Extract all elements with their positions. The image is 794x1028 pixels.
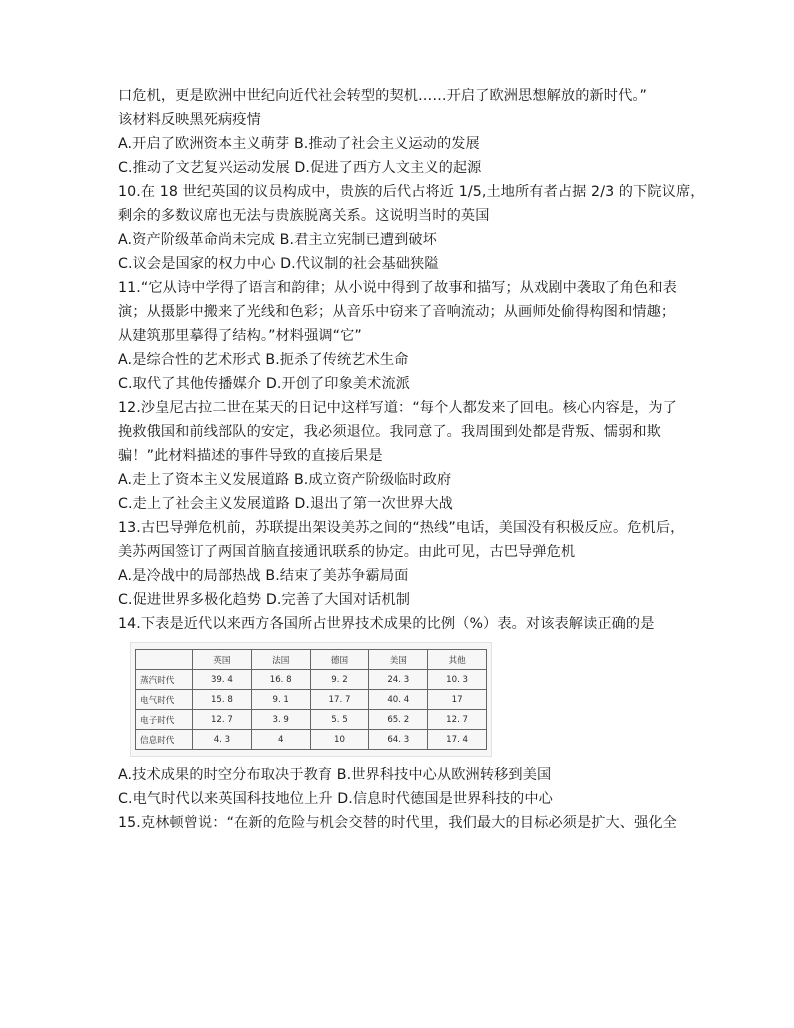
- table-cell: 17. 4: [428, 730, 487, 750]
- q12-options-cd: C.走上了社会主义发展道路 D.退出了第一次世界大战: [118, 496, 453, 512]
- q10-options-ab: A.资产阶级革命尚未完成 B.君主立宪制已遭到破坏: [118, 232, 437, 248]
- table-cell: 39. 4: [193, 670, 252, 690]
- table-row-label: 电气时代: [136, 690, 193, 710]
- table-row: [136, 670, 487, 690]
- q15-stem-line1: 15.克林顿曾说：“在新的危险与机会交替的时代里，我们最大的目标必须是扩大、强化全: [118, 815, 677, 831]
- q10-stem-line1: 10.在 18 世纪英国的议员构成中，贵族的后代占将近 1/5,土地所有者占据 2/3 的下院议席，: [118, 184, 705, 200]
- table-cell: 40. 4: [369, 690, 428, 710]
- q11-stem-line2: 演；从摄影中搬来了光线和色彩；从音乐中窃来了音响流动；从画师处偷得构图和情趣；: [118, 304, 676, 320]
- table-cell: 12. 7: [428, 710, 487, 730]
- table-cell: 65. 2: [369, 710, 428, 730]
- table-cell: 9. 2: [310, 670, 369, 690]
- table-header-cell: 德国: [310, 650, 369, 670]
- q14-stem: 14.下表是近代以来西方各国所占世界技术成果的比例（%）表。对该表解读正确的是: [118, 616, 655, 632]
- tech-share-table-image: [130, 642, 492, 757]
- table-cell: 9. 1: [251, 690, 310, 710]
- table-header-cell: 美国: [369, 650, 428, 670]
- document-page: [118, 84, 705, 835]
- q12-stem-line2: 挽救俄国和前线部队的安定，我必须退位。我同意了。我周围到处都是背叛、懦弱和欺: [118, 424, 661, 440]
- q9-options-cd: C.推动了文艺复兴运动发展 D.促进了西方人文主义的起源: [118, 160, 482, 176]
- table-cell: 17: [428, 690, 487, 710]
- table-cell: 64. 3: [369, 730, 428, 750]
- q10-options-cd: C.议会是国家的权力中心 D.代议制的社会基础狭隘: [118, 256, 439, 272]
- q9-stem-question: 该材料反映黑死病疫情: [118, 112, 261, 128]
- table-cell: 24. 3: [369, 670, 428, 690]
- table-row-label: 电子时代: [136, 710, 193, 730]
- q14-options-cd: C.电气时代以来英国科技地位上升 D.信息时代德国是世界科技的中心: [118, 791, 553, 807]
- q10-stem-line2: 剩余的多数议席也无法与贵族脱离关系。这说明当时的英国: [118, 208, 490, 224]
- table-header-cell: 其他: [428, 650, 487, 670]
- table-cell: 16. 8: [251, 670, 310, 690]
- table-cell: 10. 3: [428, 670, 487, 690]
- q9-options-ab: A.开启了欧洲资本主义萌芽 B.推动了社会主义运动的发展: [118, 136, 480, 152]
- q13-stem-line1: 13.古巴导弹危机前，苏联提出架设美苏之间的“热线”电话，美国没有积极反应。危机后，: [118, 520, 685, 536]
- table-header-cell: 法国: [251, 650, 310, 670]
- table-cell: 12. 7: [193, 710, 252, 730]
- table-header-cell: 英国: [193, 650, 252, 670]
- table-cell: 4. 3: [193, 730, 252, 750]
- q11-stem-line3: 从建筑那里摹得了结构。”材料强调“它”: [118, 328, 362, 344]
- table-cell: 17. 7: [310, 690, 369, 710]
- q9-stem-end: 口危机，更是欧洲中世纪向近代社会转型的契机……开启了欧洲思想解放的新时代。”: [118, 88, 647, 104]
- table-cell: 4: [251, 730, 310, 750]
- q12-stem-line3: 骗！”此材料描述的事件导致的直接后果是: [118, 448, 383, 464]
- table-corner-cell: [136, 650, 193, 670]
- q14-options-ab: A.技术成果的时空分布取决于教育 B.世界科技中心从欧洲转移到美国: [118, 767, 552, 783]
- table-row: [136, 730, 487, 750]
- q13-stem-line2: 美苏两国签订了两国首脑直接通讯联系的协定。由此可见，古巴导弹危机: [118, 544, 576, 560]
- table-row: [136, 710, 487, 730]
- q12-stem-line1: 12.沙皇尼古拉二世在某天的日记中这样写道：“每个人都发来了回电。核心内容是，为了: [118, 400, 677, 416]
- table-row: [136, 690, 487, 710]
- q11-stem-line1: 11.“它从诗中学得了语言和韵律；从小说中得到了故事和描写；从戏剧中袭取了角色和表: [118, 280, 677, 296]
- table-row-label: 信息时代: [136, 730, 193, 750]
- table-cell: 10: [310, 730, 369, 750]
- q12-options-ab: A.走上了资本主义发展道路 B.成立资产阶级临时政府: [118, 472, 452, 488]
- table-header-row: [136, 650, 487, 670]
- tech-share-table: [135, 649, 487, 750]
- table-cell: 15. 8: [193, 690, 252, 710]
- q11-options-ab: A.是综合性的艺术形式 B.扼杀了传统艺术生命: [118, 352, 409, 368]
- table-cell: 3. 9: [251, 710, 310, 730]
- q13-options-ab: A.是冷战中的局部热战 B.结束了美苏争霸局面: [118, 568, 409, 584]
- table-row-label: 蒸汽时代: [136, 670, 193, 690]
- q13-options-cd: C.促进世界多极化趋势 D.完善了大国对话机制: [118, 592, 411, 608]
- q11-options-cd: C.取代了其他传播媒介 D.开创了印象美术流派: [118, 376, 411, 392]
- table-cell: 5. 5: [310, 710, 369, 730]
